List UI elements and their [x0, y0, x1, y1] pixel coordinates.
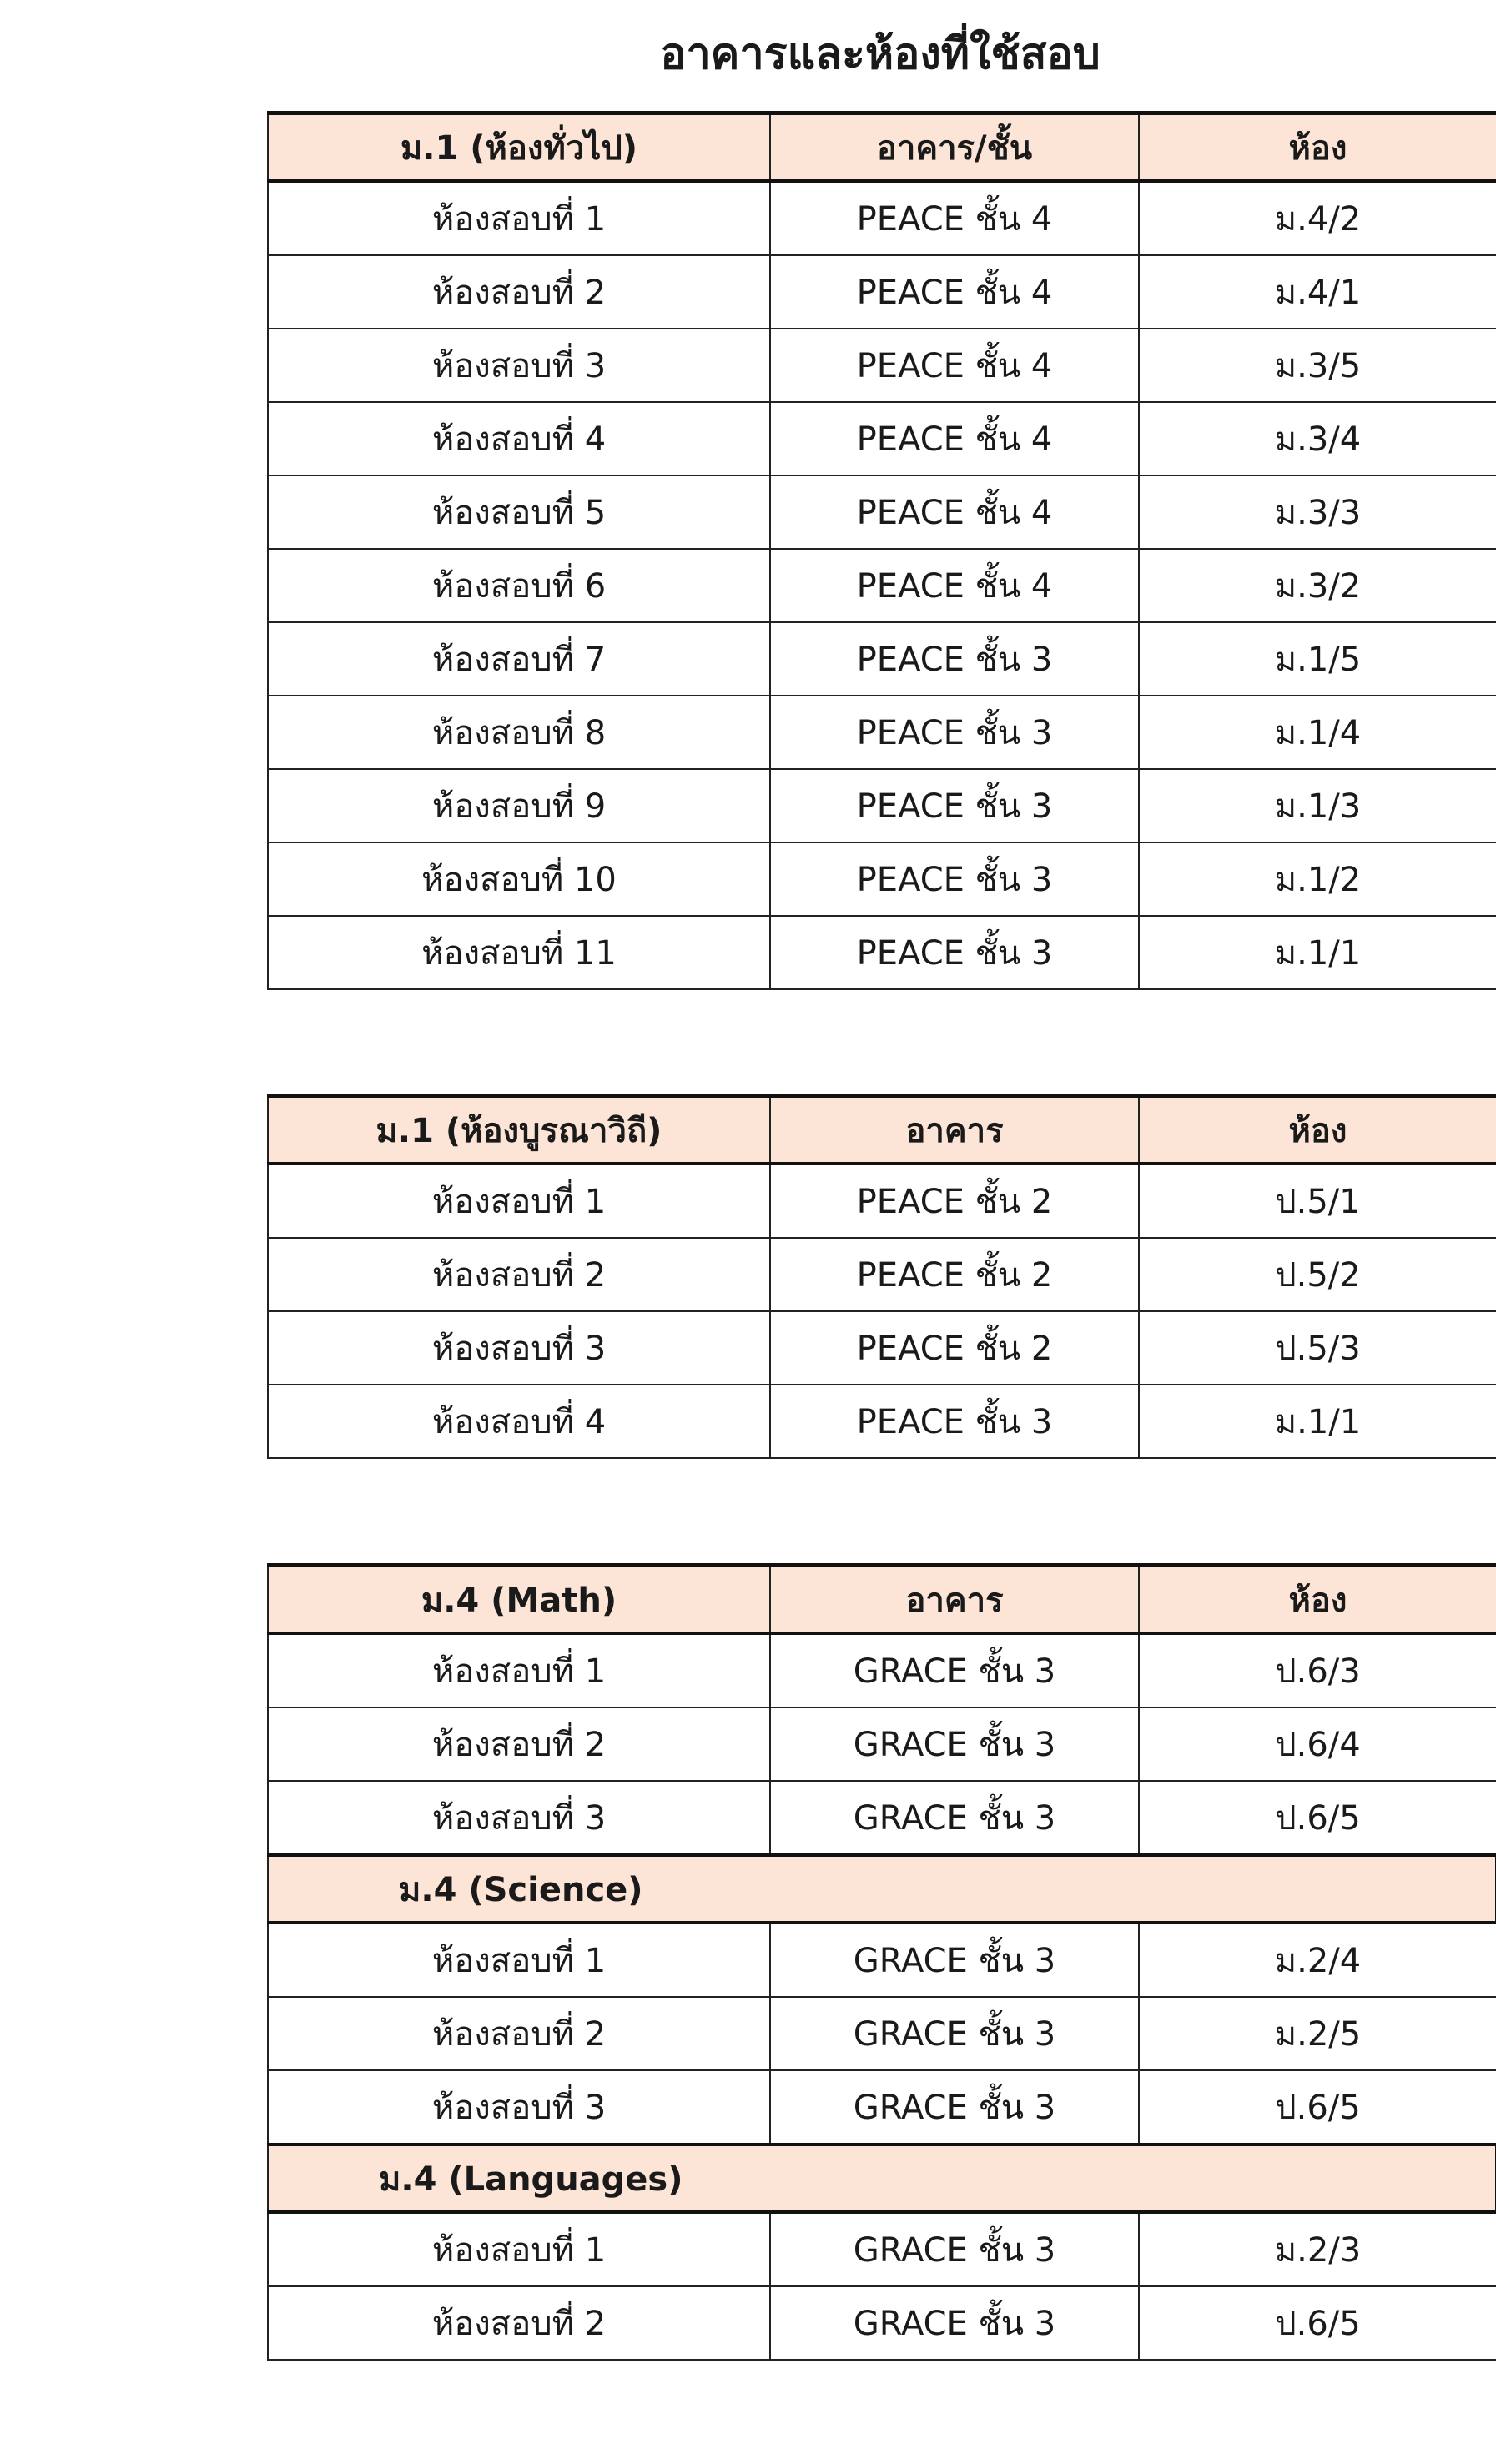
table-row — [268, 1707, 1496, 1781]
header-room: ห้อง — [1139, 113, 1496, 182]
room-cell: ม.1/1 — [1139, 1385, 1496, 1458]
building-cell: PEACE ชั้น 3 — [770, 916, 1139, 989]
languages-subheader-row — [268, 2145, 1496, 2212]
exam-room-cell: ห้องสอบที่ 3 — [268, 1781, 770, 1855]
table-row — [268, 1385, 1496, 1458]
building-cell: GRACE ชั้น 3 — [770, 1707, 1139, 1781]
m4-table — [267, 1563, 1496, 2361]
table-row — [268, 2070, 1496, 2145]
header-room: ห้อง — [1139, 1566, 1496, 1634]
exam-room-cell: ห้องสอบที่ 11 — [268, 916, 770, 989]
table-row — [268, 255, 1496, 329]
header-group: ม.1 (ห้องบูรณาวิถี) — [268, 1096, 770, 1164]
exam-room-cell: ห้องสอบที่ 3 — [268, 2070, 770, 2145]
room-cell: ป.5/3 — [1139, 1311, 1496, 1385]
exam-room-cell: ห้องสอบที่ 2 — [268, 2286, 770, 2360]
table-row — [268, 475, 1496, 549]
table-row — [268, 2212, 1496, 2286]
table-header-row — [268, 1096, 1496, 1164]
building-cell: PEACE ชั้น 4 — [770, 402, 1139, 475]
header-group: ม.1 (ห้องทั่วไป) — [268, 113, 770, 182]
room-cell: ม.3/2 — [1139, 549, 1496, 622]
table-row — [268, 916, 1496, 989]
building-cell: GRACE ชั้น 3 — [770, 1923, 1139, 1997]
building-cell: PEACE ชั้น 4 — [770, 475, 1139, 549]
exam-room-cell: ห้องสอบที่ 2 — [268, 1238, 770, 1311]
table-row — [268, 1633, 1496, 1707]
building-cell: PEACE ชั้น 4 — [770, 255, 1139, 329]
exam-room-cell: ห้องสอบที่ 1 — [268, 1633, 770, 1707]
exam-room-cell: ห้องสอบที่ 2 — [268, 1997, 770, 2070]
room-cell: ป.6/4 — [1139, 1707, 1496, 1781]
building-cell: PEACE ชั้น 3 — [770, 696, 1139, 769]
room-cell: ม.1/3 — [1139, 769, 1496, 842]
m1-general-table — [267, 111, 1496, 990]
room-cell: ป.5/1 — [1139, 1164, 1496, 1238]
table-row — [268, 329, 1496, 402]
room-cell: ม.1/2 — [1139, 842, 1496, 916]
exam-room-cell: ห้องสอบที่ 4 — [268, 1385, 770, 1458]
languages-label: ม.4 (Languages) — [268, 2145, 1496, 2212]
table-row — [268, 622, 1496, 696]
exam-room-cell: ห้องสอบที่ 1 — [268, 181, 770, 255]
building-cell: GRACE ชั้น 3 — [770, 2286, 1139, 2360]
exam-room-cell: ห้องสอบที่ 10 — [268, 842, 770, 916]
room-cell: ป.6/3 — [1139, 1633, 1496, 1707]
header-group: ม.4 (Math) — [268, 1566, 770, 1634]
room-cell: ม.2/4 — [1139, 1923, 1496, 1997]
room-cell: ม.1/4 — [1139, 696, 1496, 769]
room-cell: ม.3/4 — [1139, 402, 1496, 475]
exam-room-cell: ห้องสอบที่ 2 — [268, 255, 770, 329]
table-header-row — [268, 1566, 1496, 1634]
building-cell: GRACE ชั้น 3 — [770, 1997, 1139, 2070]
header-building: อาคาร/ชั้น — [770, 113, 1139, 182]
table-header-row — [268, 113, 1496, 182]
building-cell: PEACE ชั้น 3 — [770, 1385, 1139, 1458]
exam-room-cell: ห้องสอบที่ 6 — [268, 549, 770, 622]
room-cell: ม.4/1 — [1139, 255, 1496, 329]
building-cell: PEACE ชั้น 4 — [770, 181, 1139, 255]
science-subheader-row — [268, 1855, 1496, 1923]
table-row — [268, 2286, 1496, 2360]
building-cell: GRACE ชั้น 3 — [770, 2070, 1139, 2145]
table-row — [268, 1781, 1496, 1855]
table-row — [268, 842, 1496, 916]
room-cell: ป.5/2 — [1139, 1238, 1496, 1311]
table-row — [268, 1923, 1496, 1997]
exam-room-cell: ห้องสอบที่ 1 — [268, 1923, 770, 1997]
exam-room-cell: ห้องสอบที่ 1 — [268, 2212, 770, 2286]
building-cell: PEACE ชั้น 3 — [770, 842, 1139, 916]
table-row — [268, 696, 1496, 769]
building-cell: PEACE ชั้น 4 — [770, 329, 1139, 402]
building-cell: GRACE ชั้น 3 — [770, 1633, 1139, 1707]
table-row — [268, 181, 1496, 255]
m1-integrated-table — [267, 1094, 1496, 1459]
room-cell: ป.6/5 — [1139, 2286, 1496, 2360]
room-cell: ม.2/3 — [1139, 2212, 1496, 2286]
building-cell: PEACE ชั้น 2 — [770, 1164, 1139, 1238]
header-building: อาคาร — [770, 1096, 1139, 1164]
table-row — [268, 1164, 1496, 1238]
exam-room-cell: ห้องสอบที่ 3 — [268, 1311, 770, 1385]
table-row — [268, 1238, 1496, 1311]
header-room: ห้อง — [1139, 1096, 1496, 1164]
room-cell: ม.2/5 — [1139, 1997, 1496, 2070]
table-row — [268, 1997, 1496, 2070]
building-cell: PEACE ชั้น 2 — [770, 1238, 1139, 1311]
exam-room-cell: ห้องสอบที่ 7 — [268, 622, 770, 696]
header-building: อาคาร — [770, 1566, 1139, 1634]
building-cell: GRACE ชั้น 3 — [770, 2212, 1139, 2286]
building-cell: GRACE ชั้น 3 — [770, 1781, 1139, 1855]
exam-room-cell: ห้องสอบที่ 9 — [268, 769, 770, 842]
room-cell: ม.3/3 — [1139, 475, 1496, 549]
room-cell: ม.3/5 — [1139, 329, 1496, 402]
exam-room-cell: ห้องสอบที่ 1 — [268, 1164, 770, 1238]
table-row — [268, 549, 1496, 622]
exam-room-cell: ห้องสอบที่ 8 — [268, 696, 770, 769]
room-cell: ป.6/5 — [1139, 1781, 1496, 1855]
exam-room-cell: ห้องสอบที่ 5 — [268, 475, 770, 549]
room-cell: ม.1/1 — [1139, 916, 1496, 989]
building-cell: PEACE ชั้น 4 — [770, 549, 1139, 622]
building-cell: PEACE ชั้น 3 — [770, 769, 1139, 842]
building-cell: PEACE ชั้น 2 — [770, 1311, 1139, 1385]
room-cell: ม.4/2 — [1139, 181, 1496, 255]
room-cell: ม.1/5 — [1139, 622, 1496, 696]
building-cell: PEACE ชั้น 3 — [770, 622, 1139, 696]
table-row — [268, 402, 1496, 475]
table-row — [268, 769, 1496, 842]
page-title: อาคารและห้องที่ใช้สอบ — [660, 29, 1101, 79]
exam-room-cell: ห้องสอบที่ 3 — [268, 329, 770, 402]
exam-room-cell: ห้องสอบที่ 4 — [268, 402, 770, 475]
exam-room-cell: ห้องสอบที่ 2 — [268, 1707, 770, 1781]
room-cell: ป.6/5 — [1139, 2070, 1496, 2145]
science-label: ม.4 (Science) — [268, 1855, 1496, 1923]
table-row — [268, 1311, 1496, 1385]
